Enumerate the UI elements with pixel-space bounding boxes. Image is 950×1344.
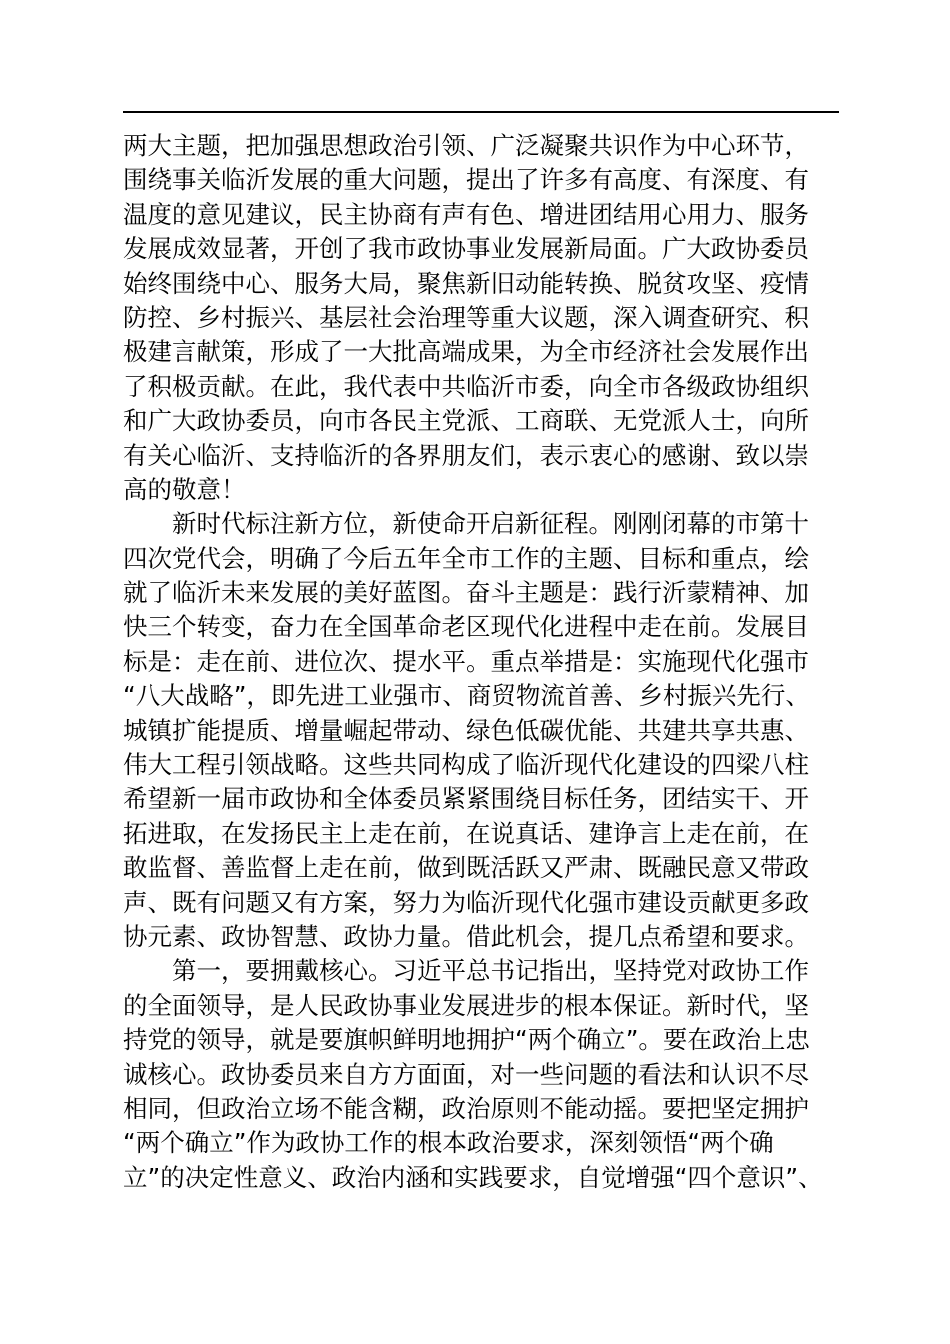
text-line: 和广大政协委员，向市各民主党派、工商联、无党派人士，向所 — [123, 406, 809, 436]
text-line: 诚核心。政协委员来自方方面面，对一些问题的看法和认识不尽 — [123, 1059, 809, 1089]
text-line: 声、既有问题又有方案，努力为临沂现代化强市建设贡献更多政 — [123, 887, 809, 917]
text-line: 始终围绕中心、服务大局，聚焦新旧动能转换、脱贫攻坚、疫情 — [123, 268, 809, 298]
text-line: 协元素、政协智慧、政协力量。借此机会，提几点希望和要求。 — [123, 921, 809, 951]
body-text — [123, 129, 853, 1195]
paragraph-start-line: 第一，要拥戴核心。习近平总书记指出，坚持党对政协工作 — [172, 956, 809, 986]
text-line: 围绕事关临沂发展的重大问题，提出了许多有高度、有深度、有 — [123, 165, 809, 195]
text-line: 温度的意见建议，民主协商有声有色、增进团结用心用力、服务 — [123, 199, 809, 229]
text-line: 敢监督、善监督上走在前，做到既活跃又严肃、既融民意又带政 — [123, 853, 809, 883]
text-line: 四次党代会，明确了今后五年全市工作的主题、目标和重点，绘 — [123, 543, 809, 573]
text-line: “两个确立”作为政协工作的根本政治要求，深刻领悟“两个确 — [123, 1128, 774, 1158]
text-line: 希望新一届市政协和全体委员紧紧围绕目标任务，团结实干、开 — [123, 784, 809, 814]
text-line: 有关心临沂、支持临沂的各界朋友们，表示衷心的感谢、致以崇 — [123, 440, 809, 470]
text-line: 拓进取，在发扬民主上走在前，在说真话、建诤言上走在前，在 — [123, 818, 809, 848]
text-line: 快三个转变，奋力在全国革命老区现代化进程中走在前。发展目 — [123, 612, 809, 642]
text-line: 两大主题，把加强思想政治引领、广泛凝聚共识作为中心环节， — [123, 131, 809, 160]
text-line: 了积极贡献。在此，我代表中共临沂市委，向全市各级政协组织 — [123, 371, 809, 401]
text-line: 高的敬意！ — [123, 474, 246, 504]
text-line: 伟大工程引领战略。这些共同构成了临沂现代化建设的四梁八柱 — [123, 750, 809, 780]
text-line: 城镇扩能提质、增量崛起带动、绿色低碳优能、共建共享共惠、 — [123, 715, 809, 745]
paragraph-start-line: 新时代标注新方位，新使命开启新征程。刚刚闭幕的市第十 — [172, 509, 809, 539]
header-rule — [123, 111, 839, 113]
text-line: 的全面领导，是人民政协事业发展进步的根本保证。新时代，坚 — [123, 990, 809, 1020]
text-line: 持党的领导，就是要旗帜鲜明地拥护“两个确立”。要在政治上忠 — [123, 1025, 810, 1055]
text-line: 就了临沂未来发展的美好蓝图。奋斗主题是：践行沂蒙精神、加 — [123, 578, 809, 608]
text-line: 发展成效显著，开创了我市政协事业发展新局面。广大政协委员 — [123, 234, 809, 264]
text-line: 极建言献策，形成了一大批高端成果，为全市经济社会发展作出 — [123, 337, 809, 367]
text-line: 防控、乡村振兴、基层社会治理等重大议题，深入调查研究、积 — [123, 302, 809, 332]
text-line: 相同，但政治立场不能含糊，政治原则不能动摇。要把坚定拥护 — [123, 1093, 809, 1123]
text-line: 标是：走在前、进位次、提水平。重点举措是：实施现代化强市 — [123, 646, 809, 676]
text-line: 立”的决定性意义、政治内涵和实践要求，自觉增强“四个意识”、 — [123, 1162, 823, 1192]
text-line: “八大战略”，即先进工业强市、商贸物流首善、乡村振兴先行、 — [123, 681, 810, 711]
